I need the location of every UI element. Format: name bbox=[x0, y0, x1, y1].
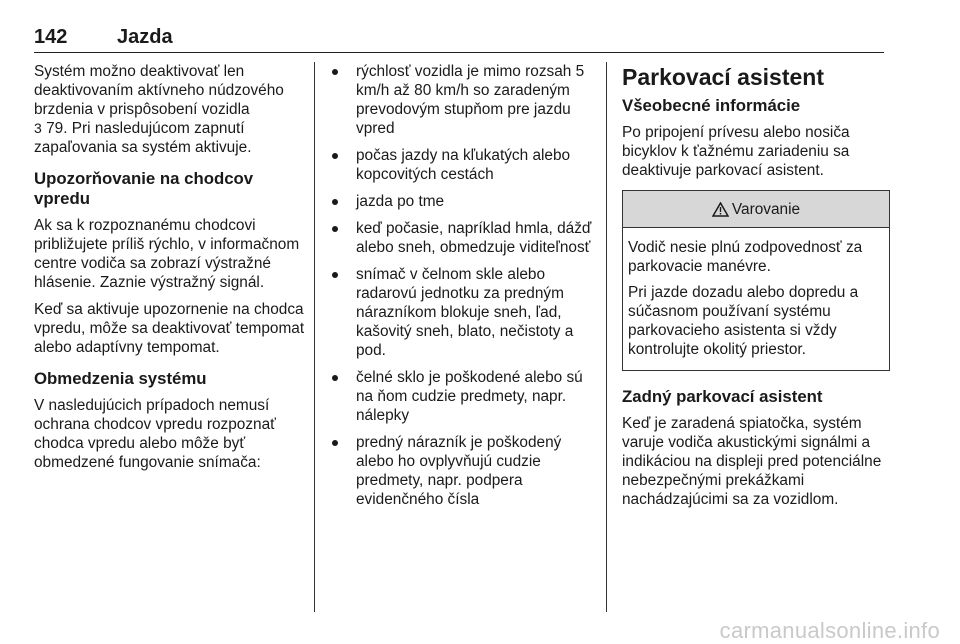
system-limits-paragraph: V nasledujúcich prípadoch nemusí ochrana chodcov vpredu rozpoznať chodca vpredu alebo môže byť obmedzené fungovanie snímača: bbox=[34, 397, 276, 471]
warning-paragraph-1: Vodič nesie plnú zodpovednosť za parkovacie manévre. bbox=[628, 239, 863, 275]
list-item: počas jazdy na kľukatých alebo kopcovitých cestách bbox=[330, 146, 596, 184]
column-left bbox=[34, 62, 306, 480]
bullet-icon bbox=[332, 375, 338, 381]
warning-header bbox=[623, 191, 889, 228]
page-number: 142 bbox=[34, 26, 68, 48]
warning-title: Varovanie bbox=[731, 200, 801, 218]
bullet-icon bbox=[332, 69, 338, 75]
warning-triangle-icon bbox=[712, 202, 729, 217]
list-item: keď počasie, napríklad hmla, dážď alebo sneh, obmedzuje viditeľnosť bbox=[330, 219, 596, 257]
warning-paragraph-2: Pri jazde dozadu alebo dopredu a súčasnom používaní systému parkovacieho asistenta si vždy kontrolujte okolitý priestor. bbox=[628, 284, 859, 358]
warning-box bbox=[622, 190, 890, 371]
limits-bullet-list bbox=[330, 62, 596, 509]
column-middle bbox=[330, 62, 596, 517]
intro-text-a: Systém možno deaktivovať len deaktivovaním aktívneho núdzového brzdenia v prispôsobení vozidla bbox=[34, 63, 284, 118]
column-divider-right bbox=[606, 62, 607, 612]
list-item: snímač v čelnom skle alebo radarovú jednotku za predným nárazníkom blokuje sneh, ľad, kašovitý sneh, blato, nečistoty a pod. bbox=[330, 265, 596, 360]
bullet-icon bbox=[332, 199, 338, 205]
system-limits-heading: Obmedzenia systému bbox=[34, 369, 207, 388]
bullet-icon bbox=[332, 440, 338, 446]
column-divider-left bbox=[314, 62, 315, 612]
rear-parking-assist-heading: Zadný parkovací asistent bbox=[622, 387, 823, 406]
parking-assist-heading: Parkovací asistent bbox=[622, 64, 825, 90]
section-title: Jazda bbox=[117, 26, 173, 48]
pedestrian-paragraph-2: Keď sa aktivuje upozornenie na chodca vpredu, môže sa deaktivovať tempomat alebo adaptívny tempomat. bbox=[34, 301, 305, 356]
pedestrian-warning-heading: Upozorňovanie na chodcov vpredu bbox=[34, 169, 254, 208]
general-info-paragraph: Po pripojení prívesu alebo nosiča bicyklov k ťažnému zariadeniu sa deaktivuje parkovací asistent. bbox=[622, 124, 850, 179]
list-item: jazda po tme bbox=[330, 192, 596, 211]
list-item: predný nárazník je poškodený alebo ho ovplyvňujú cudzie predmety, napr. podpera evidenčného čísla bbox=[330, 433, 596, 509]
page-header bbox=[34, 26, 884, 53]
bullet-icon bbox=[332, 153, 338, 159]
intro-text-b: 79. Pri nasledujúcom zapnutí zapaľovania sa systém aktivuje. bbox=[34, 120, 252, 156]
bullet-icon bbox=[332, 272, 338, 278]
pedestrian-paragraph-1: Ak sa k rozpoznanému chodcovi približujete príliš rýchlo, v informačnom centre vodiča sa zobrazí výstražné hlásenie. Zaznie výstražný signál. bbox=[34, 217, 300, 291]
rear-parking-assist-paragraph: Keď je zaradená spiatočka, systém varuje vodiča akustickými signálmi a indikáciou na displeji pred potenciálne nebezpečnými prekážkami nachádzajúcimi sa za vozidlom. bbox=[622, 415, 882, 508]
warning-body bbox=[623, 228, 889, 370]
bullet-icon bbox=[332, 226, 338, 232]
watermark: carmanualsonline.info bbox=[719, 618, 940, 643]
intro-paragraph bbox=[34, 62, 306, 157]
list-item: čelné sklo je poškodené alebo sú na ňom cudzie predmety, napr. nálepky bbox=[330, 368, 596, 425]
column-right bbox=[622, 62, 890, 517]
list-item: rýchlosť vozidla je mimo rozsah 5 km/h až 80 km/h so zaradeným prevodovým stupňom pre jazdu vpred bbox=[330, 62, 596, 138]
reference-arrow-icon: 3 bbox=[34, 120, 42, 136]
general-info-heading: Všeobecné informácie bbox=[622, 96, 801, 115]
